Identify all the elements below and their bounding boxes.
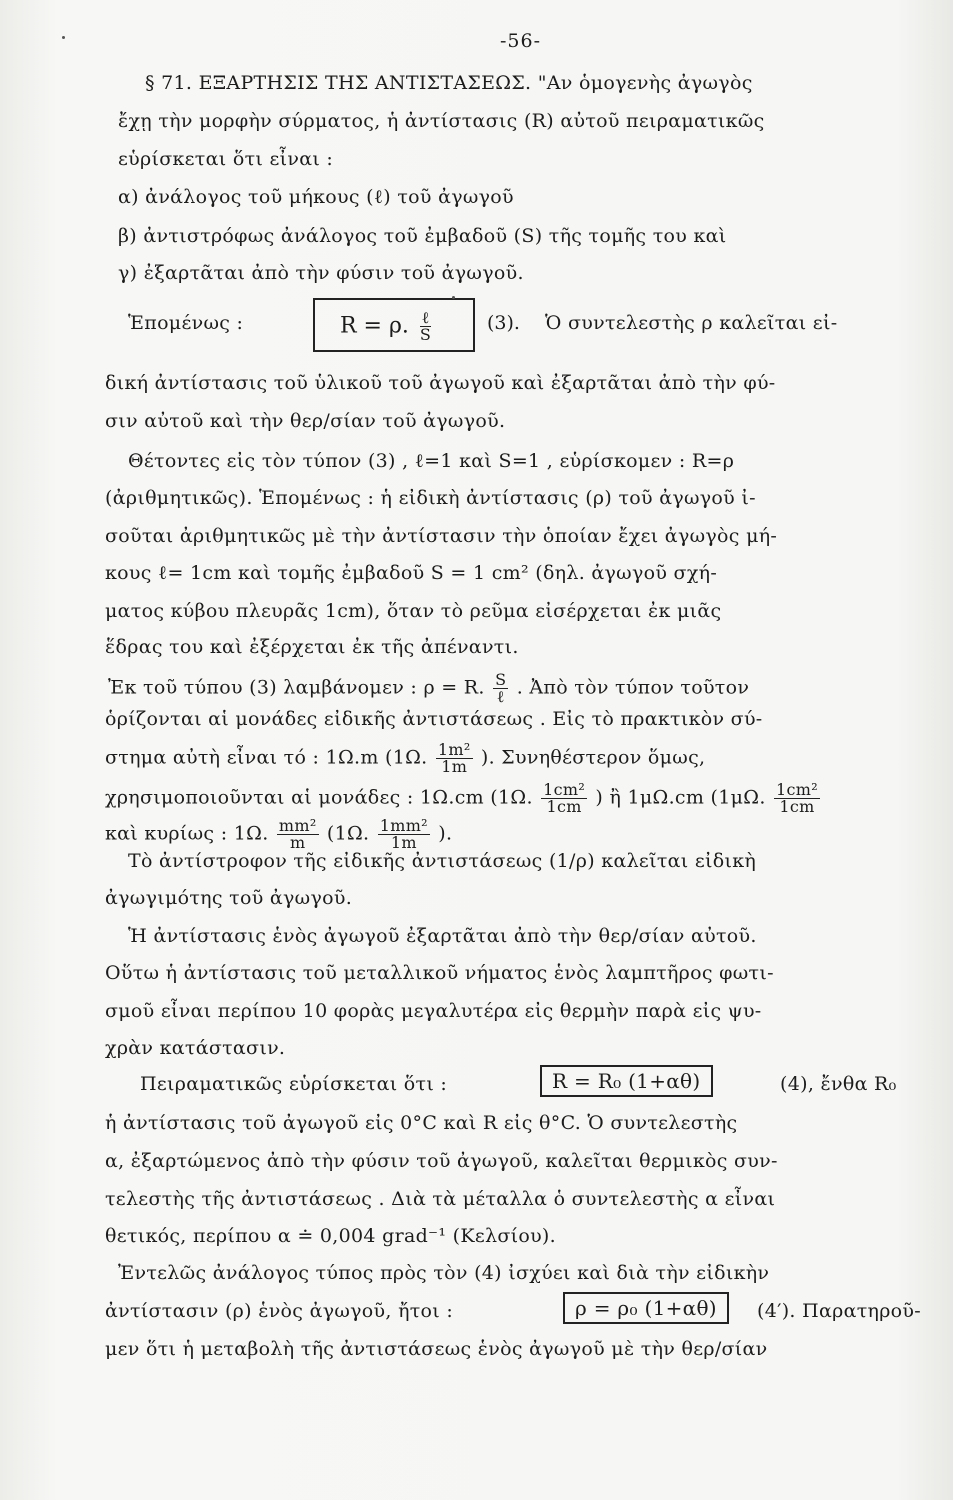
rho-formula-tail: . Ἀπὸ τὸν τύπον τοῦτον [516, 676, 750, 699]
fraction-denominator: 1cm [779, 797, 815, 816]
fraction-denominator: S [419, 325, 431, 344]
text-line: θετικός, περίπου α ≐ 0,004 grad⁻¹ (Κελσίου). [105, 1225, 556, 1247]
text-line: α, ἐξαρτώμενος ἀπὸ τὴν φύσιν τοῦ ἀγωγοῦ, καλεῖται θερμικὸς συν- [105, 1150, 778, 1172]
text-line: ἀγωγιμότης τοῦ ἀγωγοῦ. [105, 887, 353, 909]
equation-4p-intro: ἀντίστασιν (ρ) ἑνὸς ἀγωγοῦ, ἤτοι : [105, 1300, 454, 1322]
equation-3-tag: (3). [487, 312, 520, 334]
equation-3-formula: R = ρ. [340, 313, 409, 339]
text-line: Ὁ συντελεστὴς ρ καλεῖται εἰ- [545, 312, 838, 334]
fraction-numerator: ℓ [421, 308, 430, 327]
text-line: Τὸ ἀντίστροφον τῆς εἰδικῆς ἀντιστάσεως (1/ρ) καλεῖται εἰδικὴ [128, 850, 757, 872]
equation-4p: ρ = ρ₀ (1+αθ) [563, 1292, 729, 1324]
epomenos-label: Ἑπομένως : [128, 312, 244, 334]
text-line: εὑρίσκεται ὅτι εἶναι : [118, 148, 334, 170]
text-line: ὁρίζονται αἱ μονάδες εἰδικῆς ἀντιστάσεως . Εἰς τὸ πρακτικὸν σύ- [105, 708, 763, 730]
fraction-denominator: ℓ [496, 687, 505, 706]
units-text: (1Ω. [326, 822, 370, 845]
list-item-b: β) ἀντιστρόφως ἀνάλογος τοῦ ἐμβαδοῦ (S) τῆς τομῆς του καὶ [118, 225, 727, 247]
units-text: χρησιμοποιοῦνται αἱ μονάδες : 1Ω.cm (1Ω. [105, 786, 533, 809]
rho-fraction [493, 672, 508, 705]
fraction-numerator: 1m² [437, 740, 471, 759]
equation-4-tag: (4), ἔνθα R₀ [780, 1073, 897, 1095]
fraction-denominator: 1m [390, 833, 417, 852]
units-text: ) ἢ 1μΩ.cm (1μΩ. [595, 786, 766, 809]
text-line: Ἡ ἀντίστασις ἑνὸς ἀγωγοῦ ἐξαρτᾶται ἀπὸ τὴν θερ/σίαν αὐτοῦ. [128, 925, 757, 947]
page-number: -56- [500, 30, 542, 52]
text-line: δική ἀντίστασις τοῦ ὑλικοῦ τοῦ ἀγωγοῦ καὶ ἐξαρτᾶται ἀπὸ τὴν φύ- [105, 372, 776, 394]
text-line: σμοῦ εἶναι περίπου 10 φορὰς μεγαλυτέρα εἰς θερμὴν παρὰ εἰς ψυ- [105, 1000, 762, 1022]
scan-speck [62, 36, 65, 39]
text-line: σιν αὐτοῦ καὶ τὴν θερ/σίαν τοῦ ἀγωγοῦ. [105, 410, 506, 432]
fraction-numerator: 1mm² [379, 816, 428, 835]
text-line: Ἐντελῶς ἀνάλογος τύπος πρὸς τὸν (4) ἰσχύει καὶ διὰ τὴν εἰδικὴν [118, 1262, 770, 1284]
text-line: κους ℓ= 1cm καὶ τομῆς ἐμβαδοῦ S = 1 cm² (δηλ. ἀγωγοῦ σχή- [105, 562, 718, 584]
units-fraction [378, 818, 430, 851]
units-text: καὶ κυρίως : 1Ω. [105, 822, 269, 845]
fraction-denominator: 1m [441, 757, 468, 776]
text-line: μεν ὅτι ἡ μεταβολὴ τῆς ἀντιστάσεως ἑνὸς ἀγωγοῦ μὲ τὴν θερ/σίαν [105, 1338, 768, 1360]
units-text: στημα αὐτὴ εἶναι τό : 1Ω.m (1Ω. [105, 746, 428, 769]
equation-3 [340, 310, 435, 343]
units-line-3 [105, 818, 452, 851]
equation-4-intro: Πειραματικῶς εὑρίσκεται ὅτι : [140, 1073, 448, 1095]
text-line: ἔχῃ τὴν μορφὴν σύρματος, ἡ ἀντίστασις (R) αὐτοῦ πειραματικῶς [118, 110, 765, 132]
fraction-denominator: m [289, 833, 306, 852]
equation-4p-tag: (4′). Παρατηροῦ- [757, 1300, 921, 1322]
fraction-numerator: mm² [278, 816, 317, 835]
units-line-2 [105, 782, 822, 815]
fraction-denominator: 1cm [546, 797, 582, 816]
text-line: Οὕτω ἡ ἀντίστασις τοῦ μεταλλικοῦ νήματος ἑνὸς λαμπτῆρος φωτι- [105, 962, 774, 984]
text-line: (ἀριθμητικῶς). Ἑπομένως : ἡ εἰδικὴ ἀντίστασις (ρ) τοῦ ἀγωγοῦ ἰ- [105, 487, 756, 509]
list-item-c: γ) ἐξαρτᾶται ἀπὸ τὴν φύσιν τοῦ ἀγωγοῦ. [118, 262, 524, 284]
fraction-numerator: S [495, 670, 507, 689]
fraction-numerator: 1cm² [776, 780, 818, 799]
units-fraction [277, 818, 319, 851]
units-text: ). Συνηθέστερον ὅμως, [480, 746, 706, 769]
text-line: ἡ ἀντίστασις τοῦ ἀγωγοῦ εἰς 0°C καὶ R εἰς θ°C. Ὁ συντελεστὴς [105, 1112, 738, 1134]
units-fraction [774, 782, 820, 815]
units-line-1 [105, 742, 705, 775]
units-text: ). [438, 822, 453, 845]
text-line: τελεστὴς τῆς ἀντιστάσεως . Διὰ τὰ μέταλλα ὁ συντελεστὴς α εἶναι [105, 1188, 776, 1210]
section-heading-line: § 71. ΕΞΑΡΤΗΣΙΣ ΤΗΣ ΑΝΤΙΣΤΑΣΕΩΣ. "Αν ὁμογενὴς ἀγωγὸς [145, 72, 753, 94]
equation-4: R = R₀ (1+αθ) [540, 1065, 713, 1097]
text-line: ἕδρας του καὶ ἐξέρχεται ἐκ τῆς ἀπέναντι. [105, 636, 519, 658]
text-line: σοῦται ἀριθμητικῶς μὲ τὴν ἀντίστασιν τὴν ὁποίαν ἔχει ἀγωγὸς μή- [105, 525, 778, 547]
units-fraction [541, 782, 587, 815]
list-item-a: α) ἀνάλογος τοῦ μήκους (ℓ) τοῦ ἀγωγοῦ [118, 186, 514, 208]
text-line: ματος κύβου πλευρᾶς 1cm), ὅταν τὸ ρεῦμα εἰσέρχεται ἐκ μιᾶς [105, 600, 722, 622]
text-line: χρὰν κατάστασιν. [105, 1037, 286, 1059]
rho-formula-text: Ἐκ τοῦ τύπου (3) λαμβάνομεν : ρ = R. [108, 676, 485, 699]
rho-formula-line [108, 672, 749, 705]
scan-speck [452, 296, 455, 299]
fraction-numerator: 1cm² [543, 780, 586, 799]
units-fraction [436, 742, 473, 775]
equation-3-fraction [418, 310, 433, 343]
text-line: Θέτοντες εἰς τὸν τύπον (3) , ℓ=1 καὶ S=1 , εὑρίσκομεν : R=ρ [128, 450, 735, 472]
